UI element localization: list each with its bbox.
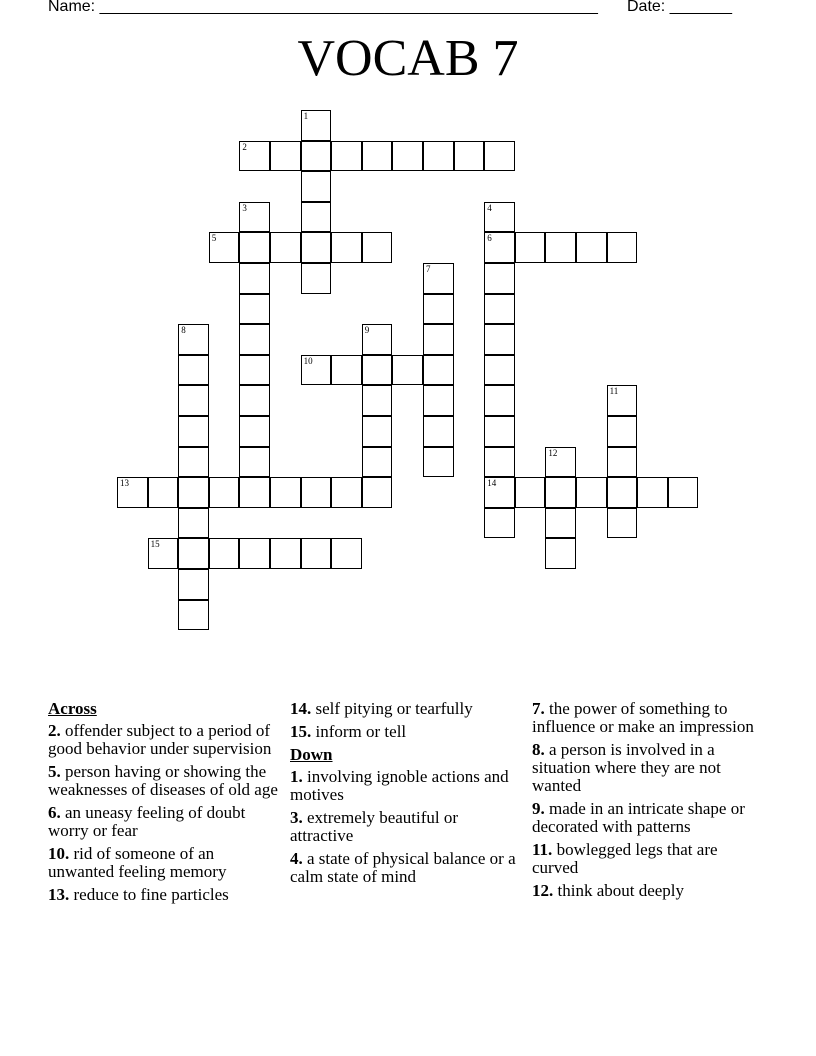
clue-number: 10. [48,844,70,863]
clue-text: rid of someone of an unwanted feeling memory [48,844,227,881]
grid-cell[interactable] [301,355,332,386]
grid-cell[interactable] [545,447,576,478]
grid-cell[interactable] [178,355,209,386]
grid-cell[interactable] [209,477,240,508]
clue-across-14 [290,700,522,718]
clue-number: 8. [532,740,545,759]
grid-cell[interactable] [607,385,638,416]
grid-cell[interactable] [331,355,362,386]
clue-number: 1. [290,767,303,786]
grid-clue-number: 2 [242,141,247,152]
grid-cell[interactable] [423,447,454,478]
grid-cell[interactable] [117,477,148,508]
clue-number: 14. [290,699,312,718]
grid-cell[interactable] [362,355,393,386]
clue-down-8 [532,741,768,795]
grid-cell[interactable] [301,141,332,172]
grid-cell[interactable] [484,141,515,172]
clue-down-7 [532,700,768,736]
clue-text: involving ignoble actions and motives [290,767,509,804]
clue-text: inform or tell [315,722,407,741]
grid-cell[interactable] [484,355,515,386]
grid-cell[interactable] [392,355,423,386]
grid-cell[interactable] [301,202,332,233]
grid-cell[interactable] [545,232,576,263]
clue-down-9 [532,800,768,836]
grid-cell[interactable] [484,447,515,478]
clue-text: a state of physical balance or a calm state of mind [290,849,516,886]
grid-cell[interactable] [362,385,393,416]
grid-cell[interactable] [178,416,209,447]
clue-text: a person is involved in a situation where they are not wanted [532,740,721,795]
clue-number: 12. [532,881,554,900]
grid-cell[interactable] [362,232,393,263]
clue-text: made in an intricate shape or decorated with patterns [532,799,745,836]
grid-cell[interactable] [423,294,454,325]
clue-number: 4. [290,849,303,868]
grid-cell[interactable] [239,263,270,294]
grid-clue-number: 12 [548,447,558,458]
grid-cell[interactable] [484,416,515,447]
clue-text: person having or showing the weaknesses of diseases of old age [48,762,278,799]
clue-across-13 [48,886,278,904]
grid-cell[interactable] [545,477,576,508]
grid-clue-number: 5 [211,233,217,244]
grid-cell[interactable] [668,477,699,508]
clue-text: reduce to fine particles [73,885,229,904]
grid-clue-number: 15 [150,539,160,550]
clue-text: an uneasy feeling of doubt worry or fear [48,803,246,840]
date-field[interactable]: Date: _______ [627,0,732,15]
clue-number: 11. [532,840,553,859]
grid-clue-number: 8 [181,325,186,336]
grid-cell[interactable] [239,141,270,172]
grid-cell[interactable] [331,477,362,508]
grid-clue-number: 10 [303,355,313,366]
grid-clue-number: 3 [242,202,247,213]
grid-cell[interactable] [423,141,454,172]
clue-text: bowlegged legs that are curved [532,840,718,877]
clue-text: extremely beautiful or attractive [290,808,459,845]
clue-number: 15. [290,722,312,741]
grid-clue-number: 6 [487,233,492,244]
clue-down-12 [532,882,768,900]
grid-cell[interactable] [209,232,240,263]
clue-number: 9. [532,799,545,818]
grid-cell[interactable] [301,477,332,508]
grid-cell[interactable] [607,447,638,478]
clues-column-2 [290,700,522,891]
grid-cell[interactable] [423,263,454,294]
grid-cell[interactable] [239,232,270,263]
clues-column-1 [48,700,278,909]
grid-cell[interactable] [301,538,332,569]
clue-down-11 [532,841,768,877]
grid-cell[interactable] [239,385,270,416]
grid-cell[interactable] [454,141,485,172]
grid-cell[interactable] [576,477,607,508]
grid-cell[interactable] [515,477,546,508]
grid-cell[interactable] [301,232,332,263]
grid-cell[interactable] [607,416,638,447]
grid-cell[interactable] [362,477,393,508]
grid-cell[interactable] [484,232,515,263]
grid-cell[interactable] [545,538,576,569]
grid-cell[interactable] [239,294,270,325]
grid-cell[interactable] [362,416,393,447]
grid-cell[interactable] [239,477,270,508]
clue-text: offender subject to a period of good behavior under supervision [48,721,272,758]
grid-cell[interactable] [576,232,607,263]
grid-clue-number: 11 [609,386,619,397]
grid-cell[interactable] [178,508,209,539]
grid-cell[interactable] [239,355,270,386]
grid-clue-number: 7 [426,264,431,274]
grid-cell[interactable] [484,508,515,539]
grid-cell[interactable] [484,202,515,233]
grid-cell[interactable] [607,477,638,508]
grid-cell[interactable] [484,294,515,325]
grid-clue-number: 9 [364,325,370,336]
grid-cell[interactable] [301,263,332,294]
across-heading: Across [48,699,97,718]
grid-cell[interactable] [484,477,515,508]
clue-number: 6. [48,803,61,822]
grid-cell[interactable] [270,477,301,508]
grid-cell[interactable] [607,232,638,263]
grid-cell[interactable] [362,141,393,172]
clue-number: 13. [48,885,70,904]
down-heading: Down [290,745,333,764]
grid-cell[interactable] [362,447,393,478]
clue-down-1 [290,768,522,804]
grid-cell[interactable] [545,508,576,539]
grid-cell[interactable] [239,447,270,478]
grid-cell[interactable] [362,324,393,355]
clue-down-3 [290,809,522,845]
grid-cell[interactable] [423,355,454,386]
clue-text: the power of something to influence or make an impression [532,699,754,736]
grid-cell[interactable] [270,538,301,569]
grid-cell[interactable] [484,324,515,355]
clue-across-6 [48,804,278,840]
grid-cell[interactable] [301,171,332,202]
grid-cell[interactable] [178,385,209,416]
grid-cell[interactable] [637,477,668,508]
clue-text: self pitying or tearfully [315,699,473,718]
grid-cell[interactable] [239,538,270,569]
clue-across-15 [290,723,522,741]
clue-down-4 [290,850,522,886]
grid-cell[interactable] [607,508,638,539]
grid-cell[interactable] [270,141,301,172]
grid-cell[interactable] [270,232,301,263]
grid-cell[interactable] [331,232,362,263]
clue-number: 5. [48,762,61,781]
grid-clue-number: 4 [487,202,492,213]
clue-across-10 [48,845,278,881]
grid-cell[interactable] [239,324,270,355]
grid-cell[interactable] [484,385,515,416]
clue-number: 3. [290,808,303,827]
grid-cell[interactable] [331,141,362,172]
grid-cell[interactable] [148,477,179,508]
grid-cell[interactable] [423,416,454,447]
clues-column-3 [532,700,768,905]
puzzle-title: VOCAB 7 [297,30,519,87]
grid-cell[interactable] [331,538,362,569]
grid-cell[interactable] [423,385,454,416]
clue-number: 2. [48,721,61,740]
grid-cell[interactable] [239,416,270,447]
clue-across-2 [48,722,278,758]
clue-across-5 [48,763,278,799]
grid-cell[interactable] [178,477,209,508]
grid-cell[interactable] [148,538,179,569]
clue-number: 7. [532,699,545,718]
grid-clue-number: 14 [487,478,497,489]
grid-cell[interactable] [209,538,240,569]
grid-cell[interactable] [301,110,332,141]
grid-cell[interactable] [178,324,209,355]
grid-cell[interactable] [423,324,454,355]
grid-cell[interactable] [178,447,209,478]
grid-cell[interactable] [484,263,515,294]
grid-clue-number: 13 [120,478,129,489]
name-field[interactable]: Name: ________________________________________________________ [48,0,598,15]
grid-cell[interactable] [239,202,270,233]
grid-cell[interactable] [178,569,209,600]
grid-clue-number: 1 [303,111,309,121]
grid-cell[interactable] [392,141,423,172]
grid-cell[interactable] [515,232,546,263]
clue-text: think about deeply [557,881,685,900]
grid-cell[interactable] [178,600,209,631]
grid-cell[interactable] [178,538,209,569]
